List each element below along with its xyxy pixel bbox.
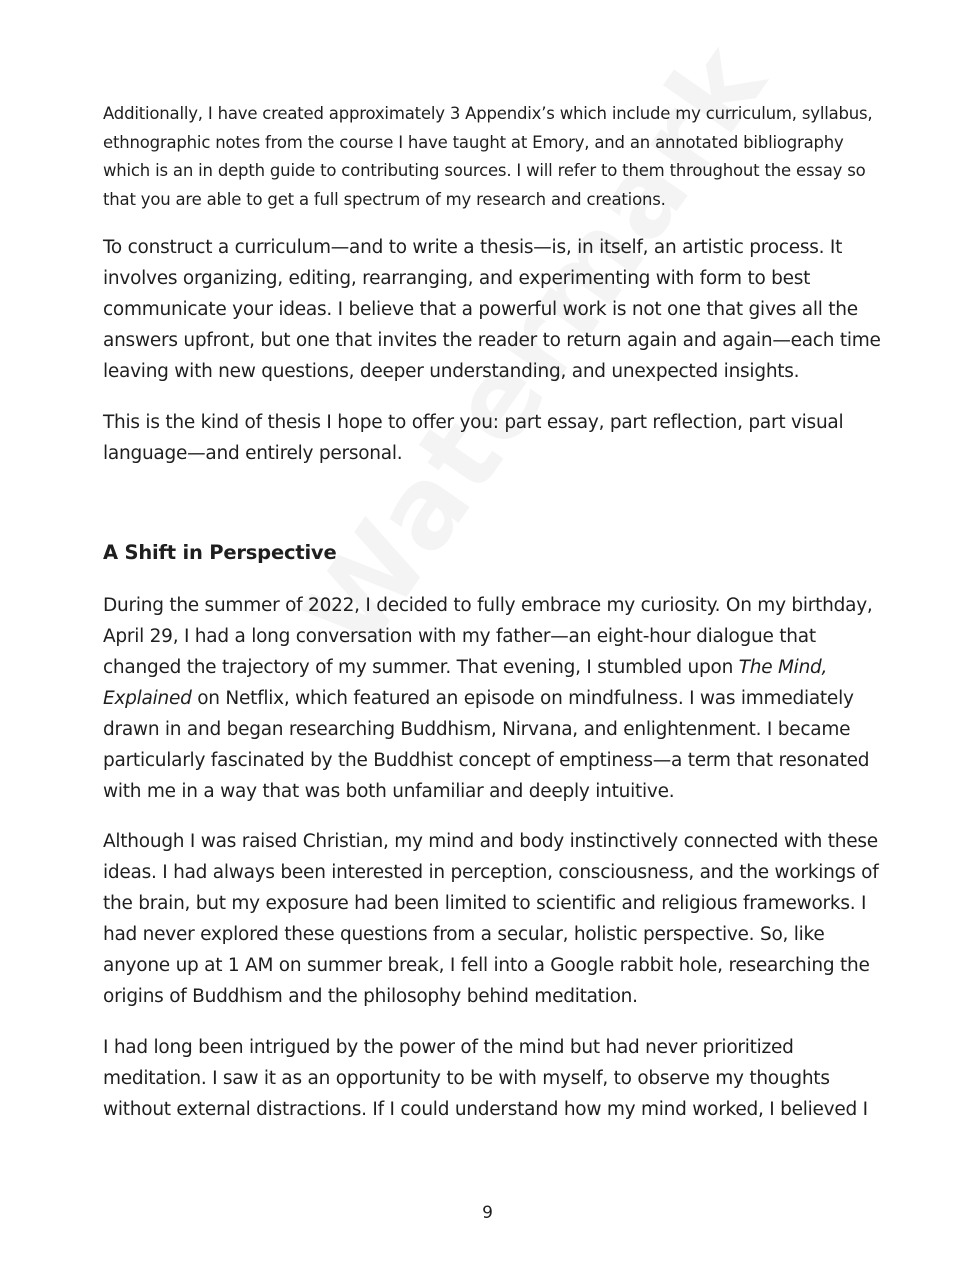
summer-paragraph	[103, 590, 883, 807]
curriculum-paragraph: To construct a curriculum—and to write a thesis—is, in itself, an artistic process. It involves organizing, editing, rearranging, and experimenting with form to best communicate your ideas. I believe that a powerful work is not one that gives all the answers upfront, but one that invites the reader to return again and again—each time leaving with new questions, deeper understanding, and unexpected insights.	[103, 237, 881, 382]
summer-text-before: During the summer of 2022, I decided to fully embrace my curiosity. On my birthday, April 29, I had a long conversation with my father—an eight-hour dialogue that changed the trajectory of my summer. That evening, I stumbled upon	[103, 595, 873, 678]
meditation-paragraph: I had long been intrigued by the power of the mind but had never prioritized meditation. I saw it as an opportunity to be with myself, to observe my thoughts without external distractions. If I could understand how my mind worked, I believed I	[103, 1037, 868, 1120]
christian-paragraph: Although I was raised Christian, my mind and body instinctively connected with these ideas. I had always been interested in perception, consciousness, and the workings of the brain, but my exposure had been limited to scientific and religious frameworks. I had never explored these questions from a secular, holistic perspective. So, like anyone up at 1 AM on summer break, I fell into a Google rabbit hole, researching the origins of Buddhism and the philosophy behind meditation.	[103, 831, 879, 1007]
appendix-paragraph: Additionally, I have created approximately 3 Appendix’s which include my curriculum, syllabus, ethnographic notes from the course I have taught at Emory, and an annotated bibliography which is an in depth guide to contributing sources. I will refer to them throughout the essay so that you are able to get a full spectrum of my research and creations.	[103, 104, 873, 209]
section-heading: A Shift in Perspective	[103, 541, 337, 564]
summer-text-after: on Netflix, which featured an episode on mindfulness. I was immediately drawn in and began researching Buddhism, Nirvana, and enlightenment. I became particularly fascinated by the Buddhist concept of emptiness—a term that resonated with me in a way that was both unfamiliar and deeply intuitive.	[103, 688, 870, 802]
thesis-kind-paragraph: This is the kind of thesis I hope to offer you: part essay, part reflection, part visual language—and entirely personal.	[103, 412, 844, 464]
page-number: 9	[482, 1203, 493, 1223]
show-title: The Mind, Explained	[103, 657, 828, 709]
